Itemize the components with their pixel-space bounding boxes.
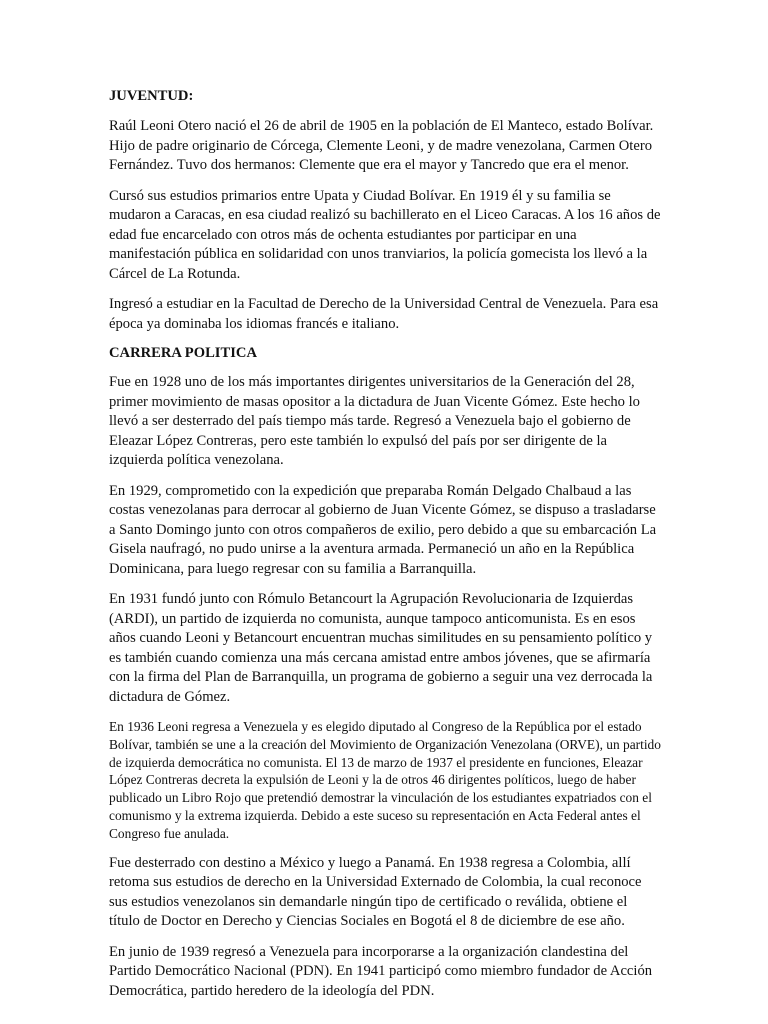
section-heading-carrera-politica: CARRERA POLITICA — [109, 345, 257, 361]
paragraph-carrera-1929: En 1929, comprometido con la expedición que preparaba Román Delgado Chalbaud a las costas venezolanas para derrocar al gobierno de Juan Vicente Gómez, se dispuso a trasladarse a Santo Domingo junto con otros compañeros de exilio, pero debido a que su embarcación La Gisela naufragó, no pudo unirse a la aventura armada. Permaneció un año en la República Dominicana, para luego regresar con su familia a Barranquilla. — [109, 482, 657, 577]
paragraph-carrera-1931: En 1931 fundó junto con Rómulo Betancourt la Agrupación Revolucionaria de Izquierdas (ARDI), un partido de izquierda no comunista, aunque tampoco anticomunista. Es en esos años cuando Leoni y Betancourt encuentran muchas similitudes en su pensamiento político y es también cuando comienza una más cercana amistad entre ambos jóvenes, que se afirmaría con la firma del Plan de Barranquilla, un programa de gobierno a seguir una vez derrocada la dictadura de Gómez. — [109, 591, 653, 705]
section-heading-juventud: JUVENTUD: — [109, 88, 194, 104]
paragraph-carrera-1936: En 1936 Leoni regresa a Venezuela y es elegido diputado al Congreso de la República por el estado Bolívar, también se une a la creación del Movimiento de Organización Venezolana (ORVE), un partido de izquierda democrática no comunista. El 13 de marzo de 1937 el presidente en funciones, Eleazar López Contreras decreta la expulsión de Leoni y la de otros 46 dirigentes políticos, luego de haber publicado un Libro Rojo que pretendió demostrar la vinculación de los estudiantes expatriados con el comunismo y la extrema izquierda. Debido a este suceso su representación en Acta Federal antes el Congreso fue anulada. — [109, 719, 661, 841]
paragraph-carrera-1928: Fue en 1928 uno de los más importantes dirigentes universitarios de la Generación del 28, primer movimiento de masas opositor a la dictadura de Juan Vicente Gómez. Este hecho lo llevó a ser desterrado del país tiempo más tarde. Regresó a Venezuela bajo el gobierno de Eleazar López Contreras, pero este también lo expulsó del país por ser dirigente de la izquierda política venezolana. — [109, 374, 640, 468]
paragraph-juventud-university: Ingresó a estudiar en la Facultad de Derecho de la Universidad Central de Venezuela. Para esa época ya dominaba los idiomas francés e italiano. — [109, 296, 659, 332]
document-body — [109, 80, 661, 1012]
paragraph-juventud-birth: Raúl Leoni Otero nació el 26 de abril de 1905 en la población de El Manteco, estado Bolívar. Hijo de padre originario de Córcega, Clemente Leoni, y de madre venezolana, Carmen Otero Fernández. Tuvo dos hermanos: Clemente que era el mayor y Tancredo que era el menor. — [109, 118, 654, 173]
paragraph-juventud-studies: Cursó sus estudios primarios entre Upata y Ciudad Bolívar. En 1919 él y su familia se mudaron a Caracas, en esa ciudad realizó su bachillerato en el Liceo Caracas. A los 16 años de edad fue encarcelado con otros más de ochenta estudiantes por participar en una manifestación pública en solidaridad con unos tranviarios, la policía gomecista los llevó a la Cárcel de La Rotunda. — [109, 187, 661, 282]
paragraph-carrera-1939: En junio de 1939 regresó a Venezuela para incorporarse a la organización clandestina del Partido Democrático Nacional (PDN). En 1941 participó como miembro fundador de Acción Democrática, partido heredero de la ideología del PDN. — [109, 943, 653, 999]
paragraph-carrera-destierro: Fue desterrado con destino a México y luego a Panamá. En 1938 regresa a Colombia, allí retoma sus estudios de derecho en la Universidad Externado de Colombia, la cual reconoce sus estudios venezolanos sin demandarle ningún tipo de certificado o reválida, obtiene el título de Doctor en Derecho y Ciencias Sociales en Bogotá el 8 de diciembre de ese año. — [109, 854, 642, 930]
